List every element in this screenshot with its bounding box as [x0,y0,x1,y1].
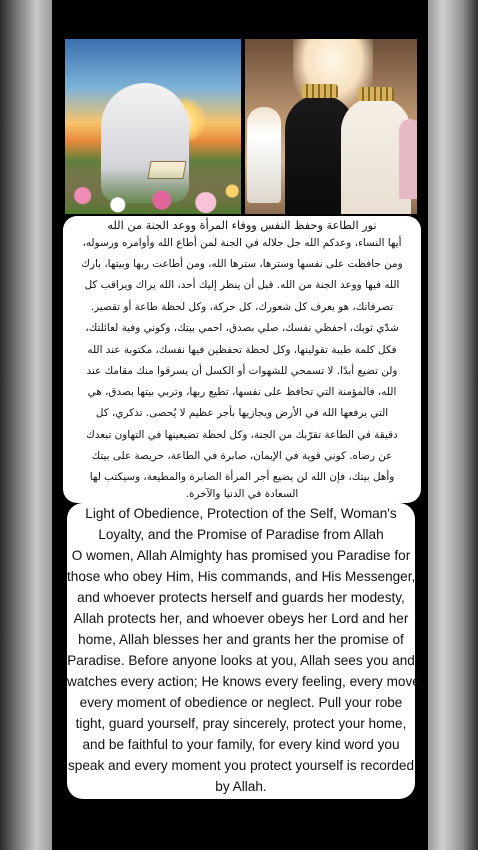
english-line: Allah protects her, and whoever obeys her Lord and her [73,611,409,626]
english-line: every moment of obedience or neglect. Pull your robe [79,695,403,710]
english-line: and whoever protects herself and guards her modesty, [77,590,405,605]
photo-woman-reading-in-flowers [65,39,241,214]
english-line: and be faithful to your family, for every kind word you [82,737,400,752]
english-line: O women, Allah Almighty has promised you Paradise for [71,548,411,563]
english-line: watches every action; He knows every feeling, every move, [67,674,424,689]
arabic-line: وأهل بيتك، فإن الله لن يضيع أجر المرأة الصابرة والمطيعة، وسيكتب لها [89,471,395,483]
arabic-line: دقيقة في الطاعة تقرّبك من الجنة، وكل لحظة تضيعينها في التهاون تبعدك [86,429,398,441]
blurred-left-border [0,0,52,850]
child-figure [247,107,281,203]
arabic-line: تصرفاتك، هو يعرف كل شعورك، كل حركة، وكل لحظة طاعة أو تقصير. [90,301,394,313]
flower-field [65,168,241,214]
header-photo-collage [65,39,417,214]
english-line: Paradise. Before anyone looks at you, Allah sees you and [67,653,415,668]
arabic-line: أيها النساء، وعدكم الله جل جلاله في الجنة لمن أطاع الله وأوامره ورسوله، [82,237,402,249]
crown-icon [302,84,338,98]
english-line: speak and every moment you protect yourself is recorded [67,758,415,773]
english-line: tight, guard yourself, pray sincerely, protect your home, [75,716,407,731]
arabic-line: الله، فالمؤمنة التي تحافظ على نفسها، تطيع ربها، وتربي بيتها بصدق، هي [87,386,397,398]
arabic-line: السعادة في الدنيا والآخرة. [185,488,299,500]
arabic-line: عن رضاه. كوني قوية في الإيمان، صابرة في الطاعة، حريصة على بيتك [91,450,393,462]
english-title-line: Light of Obedience, Protection of the Self, Woman's [85,506,397,521]
arabic-line: شدّي ثوبك، احفظي نفسك، صلي بصدق، احمي بيتك، وكوني وفية لعائلتك، [85,322,399,334]
photo-women-with-crowns [245,39,417,214]
figure-in-pink [399,119,417,199]
arabic-line: فكل كلمة طيبة تقولينها، وكل لحظة تحفظين فيها نفسك، مكتوبة عند الله [87,344,397,356]
arabic-line: التي يرفعها الله في الأرض ويجازيها بأجر عظيم لا يُحصى. تذكري، كل [95,407,389,419]
english-line: those who obey Him, His commands, and His Messenger, [67,569,416,584]
post-content [52,0,428,850]
arabic-text-card [63,216,421,503]
arabic-line: ولن تضيع أبدًا. لا تسمحي للشهوات أو الكسل أن يسرقوا منك مقامك عند [86,365,398,377]
arabic-line: الله فيها ووعد الجنة من الله. قبل أن ينظر إليك أحد، الله يراك ويراقب كل [84,279,400,291]
crown-icon [358,87,394,101]
english-title-line: Loyalty, and the Promise of Paradise from Allah [98,527,384,542]
blurred-right-border [428,0,478,850]
arabic-line: ومن حافظت على نفسها وسترها، سترها الله، ومن أطاعت ربها وبيتها، بارك [81,258,403,270]
english-line: by Allah. [215,779,267,794]
arabic-title: نور الطاعة وحفظ النفس ووفاء المرأة ووعد الجنة من الله [107,219,377,232]
english-line: home, Allah blesses her and grants her the promise of [78,632,404,647]
english-text-card [67,503,424,799]
